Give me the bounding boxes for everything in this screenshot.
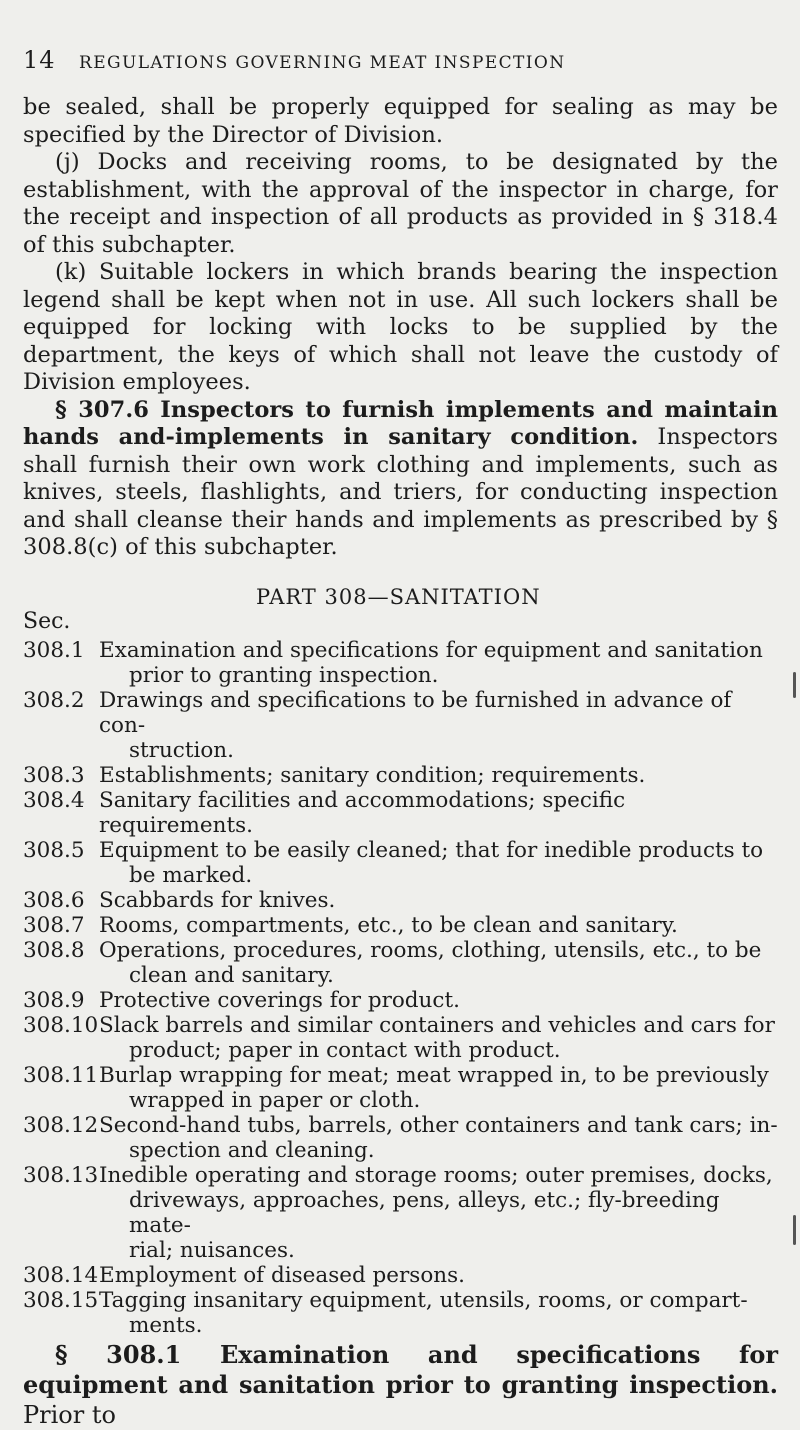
- toc-line: be marked.: [129, 862, 253, 888]
- toc-number: 308.6: [23, 887, 85, 913]
- toc-title: [99, 838, 778, 888]
- toc-number: 308.2: [23, 687, 85, 713]
- toc-row: [23, 1013, 778, 1063]
- toc-title: [99, 1013, 778, 1063]
- toc-number: 308.14: [23, 1262, 99, 1288]
- paragraph-sealing: be sealed, shall be properly equipped for sealing as may be specified by the Director of Division.: [23, 94, 778, 148]
- toc-row: [23, 838, 778, 888]
- toc-line: ments.: [129, 1312, 203, 1338]
- sec-label: Sec.: [23, 608, 71, 634]
- page-number: 14: [23, 46, 56, 74]
- toc-number: 308.11: [23, 1062, 99, 1088]
- toc-row: [23, 763, 778, 788]
- table-of-contents: [23, 638, 778, 1338]
- toc-row: [23, 688, 778, 763]
- section-text-307-6: Inspectors shall furnish their own work clothing and implements, such as knives, steels, flashlights, and triers, for conducting inspection and shall cleanse their hands and implements as prescribed by § 308.8(c) of this subchapter.: [23, 424, 779, 560]
- toc-row: [23, 638, 778, 688]
- toc-number: 308.7: [23, 912, 85, 938]
- toc-row: [23, 938, 778, 988]
- paragraph-lockers: (k) Suitable lockers in which brands bearing the inspection legend shall be kept when not in use. All such lockers shall be equipped for locking with locks to be supplied by the department, the keys of which shall not leave the custody of Division employees.: [23, 259, 778, 395]
- toc-row: [23, 788, 778, 838]
- toc-row: [23, 913, 778, 938]
- toc-title: [99, 638, 778, 688]
- toc-number: 308.1: [23, 637, 85, 663]
- toc-title: [99, 1063, 778, 1113]
- toc-title: [99, 1288, 778, 1338]
- margin-mark: [793, 1215, 796, 1245]
- toc-row: [23, 988, 778, 1013]
- toc-title: [99, 1113, 778, 1163]
- toc-line: prior to granting inspection.: [129, 662, 439, 688]
- toc-row: [23, 1288, 778, 1338]
- section-heading-308-1: § 308.1 Examination and specifications for equipment and sanitation prior to granting inspection.: [23, 1339, 778, 1399]
- toc-line: Second-hand tubs, barrels, other containers and tank cars; in-: [99, 1112, 778, 1138]
- paragraph-docks: (j) Docks and receiving rooms, to be designated by the establishment, with the approval of the inspector in charge, for the receipt and inspection of all products as provided in § 318.4 of this subchapter.: [23, 149, 778, 258]
- part-title: PART 308—SANITATION: [256, 584, 541, 609]
- toc-line: clean and sanitary.: [129, 962, 334, 988]
- toc-line: driveways, approaches, pens, alleys, etc.; fly-breeding mate-: [129, 1187, 720, 1238]
- toc-line: struction.: [129, 737, 234, 763]
- toc-number: 308.3: [23, 762, 85, 788]
- toc-line: Slack barrels and similar containers and vehicles and cars for: [99, 1012, 775, 1038]
- toc-line: product; paper in contact with product.: [129, 1037, 561, 1063]
- toc-title: [99, 938, 778, 988]
- section-heading-307-6: § 307.6 Inspectors to furnish implements and maintain hands and-implements in sanitary condition.: [23, 396, 778, 450]
- toc-line: Burlap wrapping for meat; meat wrapped in, to be previously: [99, 1062, 769, 1088]
- toc-title: Scabbards for knives.: [99, 887, 336, 913]
- toc-row: [23, 1113, 778, 1163]
- margin-mark: [793, 672, 796, 698]
- toc-line: Operations, procedures, rooms, clothing, utensils, etc., to be: [99, 937, 762, 963]
- toc-row: [23, 888, 778, 913]
- toc-number: 308.12: [23, 1112, 99, 1138]
- toc-number: 308.13: [23, 1162, 99, 1188]
- running-title: REGULATIONS GOVERNING MEAT INSPECTION: [79, 53, 566, 73]
- toc-title: Employment of diseased persons.: [99, 1262, 466, 1288]
- toc-line: Tagging insanitary equipment, utensils, rooms, or compart-: [99, 1287, 748, 1313]
- toc-line: spection and cleaning.: [129, 1137, 375, 1163]
- toc-number: 308.4: [23, 787, 85, 813]
- toc-title: Rooms, compartments, etc., to be clean and sanitary.: [99, 912, 678, 938]
- toc-number: 308.8: [23, 937, 85, 963]
- section-text-308-1: Prior to: [23, 1400, 116, 1429]
- toc-number: 308.5: [23, 837, 85, 863]
- toc-row: [23, 1163, 778, 1263]
- paragraph-308-1: [23, 1340, 778, 1430]
- toc-number: 308.10: [23, 1012, 99, 1038]
- running-header: [23, 46, 778, 74]
- toc-number: 308.9: [23, 987, 85, 1013]
- toc-line: Inedible operating and storage rooms; outer premises, docks,: [99, 1162, 773, 1188]
- toc-line: Drawings and specifications to be furnished in advance of con-: [99, 687, 732, 738]
- toc-line: rial; nuisances.: [129, 1237, 295, 1263]
- toc-title: Protective coverings for product.: [99, 987, 460, 1013]
- toc-line: Examination and specifications for equipment and sanitation: [99, 637, 763, 663]
- toc-title: Establishments; sanitary condition; requirements.: [99, 762, 646, 788]
- toc-row: [23, 1063, 778, 1113]
- toc-line: wrapped in paper or cloth.: [129, 1087, 421, 1113]
- toc-title: Sanitary facilities and accommodations; specific requirements.: [99, 787, 626, 838]
- toc-number: 308.15: [23, 1287, 99, 1313]
- toc-title: [99, 688, 778, 763]
- toc-line: Equipment to be easily cleaned; that for inedible products to: [99, 837, 764, 863]
- paragraph-307-6: [23, 397, 778, 562]
- toc-title: [99, 1163, 778, 1263]
- toc-row: [23, 1263, 778, 1288]
